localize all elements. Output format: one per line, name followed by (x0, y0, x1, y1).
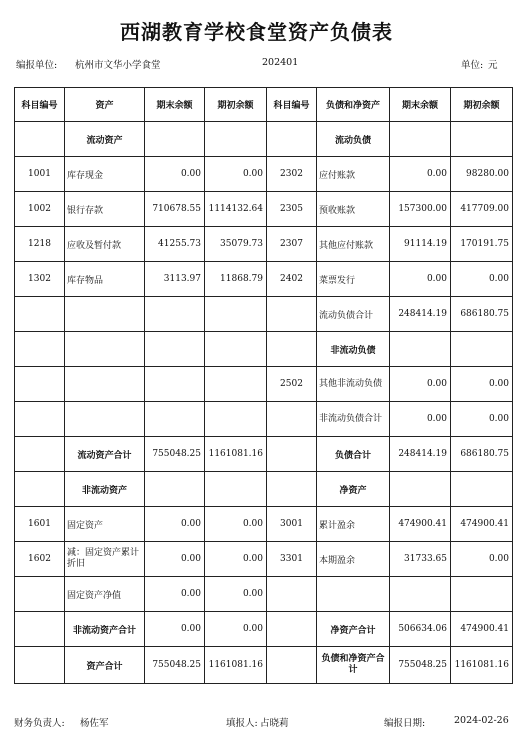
liability-ending-balance-cell (390, 122, 451, 157)
currency-unit-value: 元 (488, 60, 498, 71)
asset-ending-balance-cell: 41255.73 (145, 227, 205, 262)
report-date-label: 编报日期: (384, 718, 426, 729)
finance-head-value: 杨佐军 (80, 718, 109, 729)
asset-name-cell: 应收及暂付款 (65, 227, 145, 262)
liability-opening-balance-cell (451, 472, 513, 507)
liability-ending-balance-cell: 157300.00 (390, 192, 451, 227)
account-code-cell: 1302 (15, 262, 65, 297)
account-code-cell (267, 122, 317, 157)
asset-name-cell (65, 332, 145, 367)
liability-ending-balance-cell: 0.00 (390, 262, 451, 297)
liability-opening-balance-cell: 686180.75 (451, 297, 513, 332)
table-row (15, 227, 513, 262)
liability-name-cell: 应付账款 (317, 157, 390, 192)
liability-opening-balance-cell: 474900.41 (451, 612, 513, 647)
table-row (15, 192, 513, 227)
table-row (15, 472, 513, 507)
account-code-cell: 1602 (15, 542, 65, 577)
reporting-unit-label: 编报单位: (16, 60, 58, 71)
asset-opening-balance-cell (205, 332, 267, 367)
liability-name-cell: 负债合计 (317, 437, 390, 472)
column-header: 期初余额 (205, 88, 267, 122)
finance-head-label: 财务负责人: (14, 718, 65, 729)
liability-name-cell: 负债和净资产合计 (317, 647, 390, 684)
asset-ending-balance-cell: 0.00 (145, 577, 205, 612)
liability-ending-balance-cell (390, 472, 451, 507)
report-title: 西湖教育学校食堂资产负债表 (120, 20, 393, 44)
asset-ending-balance-cell (145, 122, 205, 157)
liability-ending-balance-cell: 91114.19 (390, 227, 451, 262)
report-period: 202401 (262, 57, 299, 68)
liability-ending-balance-cell: 474900.41 (390, 507, 451, 542)
reporting-unit-value: 杭州市文华小学食堂 (75, 60, 161, 71)
account-code-cell (15, 647, 65, 684)
account-code-cell (15, 437, 65, 472)
table-row (15, 402, 513, 437)
asset-opening-balance-cell: 11868.79 (205, 262, 267, 297)
asset-opening-balance-cell: 0.00 (205, 507, 267, 542)
liability-opening-balance-cell: 1161081.16 (451, 647, 513, 684)
filer-label: 填报人: (226, 718, 258, 729)
liability-name-cell: 本期盈余 (317, 542, 390, 577)
liability-name-cell: 非流动负债 (317, 332, 390, 367)
liability-name-cell: 流动负债 (317, 122, 390, 157)
asset-opening-balance-cell (205, 297, 267, 332)
asset-opening-balance-cell (205, 472, 267, 507)
account-code-cell (15, 472, 65, 507)
asset-ending-balance-cell: 755048.25 (145, 647, 205, 684)
liability-name-cell: 其他非流动负债 (317, 367, 390, 402)
asset-ending-balance-cell (145, 367, 205, 402)
asset-name-cell: 非流动资产合计 (65, 612, 145, 647)
account-code-cell (15, 122, 65, 157)
asset-name-cell (65, 297, 145, 332)
column-header: 科目编号 (267, 88, 317, 122)
asset-opening-balance-cell: 1161081.16 (205, 437, 267, 472)
table-row (15, 647, 513, 684)
liability-opening-balance-cell: 170191.75 (451, 227, 513, 262)
asset-ending-balance-cell: 710678.55 (145, 192, 205, 227)
asset-name-cell: 库存现金 (65, 157, 145, 192)
asset-name-cell: 固定资产 (65, 507, 145, 542)
column-header: 期末余额 (390, 88, 451, 122)
liability-name-cell: 流动负债合计 (317, 297, 390, 332)
liability-name-cell: 非流动负债合计 (317, 402, 390, 437)
table-row (15, 577, 513, 612)
account-code-cell: 1002 (15, 192, 65, 227)
liability-ending-balance-cell: 248414.19 (390, 297, 451, 332)
liability-ending-balance-cell: 31733.65 (390, 542, 451, 577)
asset-name-cell: 非流动资产 (65, 472, 145, 507)
account-code-cell: 1001 (15, 157, 65, 192)
liability-name-cell: 净资产 (317, 472, 390, 507)
account-code-cell (15, 402, 65, 437)
liability-opening-balance-cell: 0.00 (451, 402, 513, 437)
account-code-cell (267, 647, 317, 684)
account-code-cell (267, 472, 317, 507)
table-row (15, 332, 513, 367)
asset-ending-balance-cell: 0.00 (145, 157, 205, 192)
liability-name-cell: 预收账款 (317, 192, 390, 227)
asset-opening-balance-cell: 35079.73 (205, 227, 267, 262)
asset-ending-balance-cell (145, 472, 205, 507)
table-row (15, 262, 513, 297)
column-header: 期末余额 (145, 88, 205, 122)
asset-ending-balance-cell: 755048.25 (145, 437, 205, 472)
liability-name-cell: 菜票发行 (317, 262, 390, 297)
table-row (15, 297, 513, 332)
liability-opening-balance-cell: 0.00 (451, 542, 513, 577)
table-row (15, 122, 513, 157)
account-code-cell: 2307 (267, 227, 317, 262)
account-code-cell (267, 577, 317, 612)
asset-name-cell: 流动资产 (65, 122, 145, 157)
account-code-cell (15, 297, 65, 332)
asset-opening-balance-cell: 1114132.64 (205, 192, 267, 227)
liability-opening-balance-cell: 0.00 (451, 262, 513, 297)
account-code-cell: 1601 (15, 507, 65, 542)
account-code-cell (267, 402, 317, 437)
liability-ending-balance-cell (390, 577, 451, 612)
table-header-row (15, 88, 513, 122)
account-code-cell: 2502 (267, 367, 317, 402)
liability-ending-balance-cell: 0.00 (390, 367, 451, 402)
liability-opening-balance-cell: 474900.41 (451, 507, 513, 542)
liability-opening-balance-cell: 98280.00 (451, 157, 513, 192)
asset-opening-balance-cell (205, 122, 267, 157)
liability-ending-balance-cell: 248414.19 (390, 437, 451, 472)
balance-sheet-table (14, 87, 513, 684)
asset-opening-balance-cell: 0.00 (205, 612, 267, 647)
asset-opening-balance-cell (205, 367, 267, 402)
column-header: 负债和净资产 (317, 88, 390, 122)
report-date-value: 2024-02-26 (454, 715, 509, 726)
liability-name-cell: 累计盈余 (317, 507, 390, 542)
asset-ending-balance-cell: 0.00 (145, 542, 205, 577)
currency-unit-label: 单位: (461, 60, 484, 71)
liability-opening-balance-cell: 0.00 (451, 367, 513, 402)
asset-opening-balance-cell: 0.00 (205, 577, 267, 612)
asset-ending-balance-cell: 0.00 (145, 612, 205, 647)
asset-ending-balance-cell (145, 332, 205, 367)
account-code-cell (267, 297, 317, 332)
asset-name-cell: 银行存款 (65, 192, 145, 227)
asset-name-cell: 减：固定资产累计折旧 (65, 542, 145, 577)
asset-name-cell: 库存物品 (65, 262, 145, 297)
account-code-cell (15, 612, 65, 647)
account-code-cell (267, 332, 317, 367)
account-code-cell (267, 612, 317, 647)
asset-name-cell: 流动资产合计 (65, 437, 145, 472)
account-code-cell (267, 437, 317, 472)
liability-ending-balance-cell: 0.00 (390, 157, 451, 192)
table-row (15, 437, 513, 472)
asset-opening-balance-cell: 0.00 (205, 542, 267, 577)
account-code-cell: 2402 (267, 262, 317, 297)
account-code-cell: 1218 (15, 227, 65, 262)
asset-ending-balance-cell (145, 402, 205, 437)
liability-ending-balance-cell: 506634.06 (390, 612, 451, 647)
account-code-cell: 2302 (267, 157, 317, 192)
column-header: 期初余额 (451, 88, 513, 122)
asset-opening-balance-cell: 1161081.16 (205, 647, 267, 684)
asset-ending-balance-cell: 0.00 (145, 507, 205, 542)
column-header: 科目编号 (15, 88, 65, 122)
liability-opening-balance-cell (451, 577, 513, 612)
asset-opening-balance-cell: 0.00 (205, 157, 267, 192)
table-row (15, 507, 513, 542)
liability-ending-balance-cell (390, 332, 451, 367)
table-row (15, 157, 513, 192)
liability-name-cell: 其他应付账款 (317, 227, 390, 262)
account-code-cell: 2305 (267, 192, 317, 227)
column-header: 资产 (65, 88, 145, 122)
account-code-cell (15, 332, 65, 367)
asset-name-cell: 资产合计 (65, 647, 145, 684)
liability-ending-balance-cell: 755048.25 (390, 647, 451, 684)
liability-opening-balance-cell: 417709.00 (451, 192, 513, 227)
asset-opening-balance-cell (205, 402, 267, 437)
account-code-cell: 3301 (267, 542, 317, 577)
account-code-cell (15, 367, 65, 402)
account-code-cell (15, 577, 65, 612)
asset-ending-balance-cell (145, 297, 205, 332)
liability-name-cell: 净资产合计 (317, 612, 390, 647)
asset-name-cell: 固定资产净值 (65, 577, 145, 612)
asset-name-cell (65, 367, 145, 402)
filer-value: 占晓莉 (260, 718, 289, 729)
table-row (15, 367, 513, 402)
table-row (15, 542, 513, 577)
asset-name-cell (65, 402, 145, 437)
liability-opening-balance-cell: 686180.75 (451, 437, 513, 472)
liability-opening-balance-cell (451, 332, 513, 367)
account-code-cell: 3001 (267, 507, 317, 542)
asset-ending-balance-cell: 3113.97 (145, 262, 205, 297)
liability-ending-balance-cell: 0.00 (390, 402, 451, 437)
liability-opening-balance-cell (451, 122, 513, 157)
liability-name-cell (317, 577, 390, 612)
table-row (15, 612, 513, 647)
